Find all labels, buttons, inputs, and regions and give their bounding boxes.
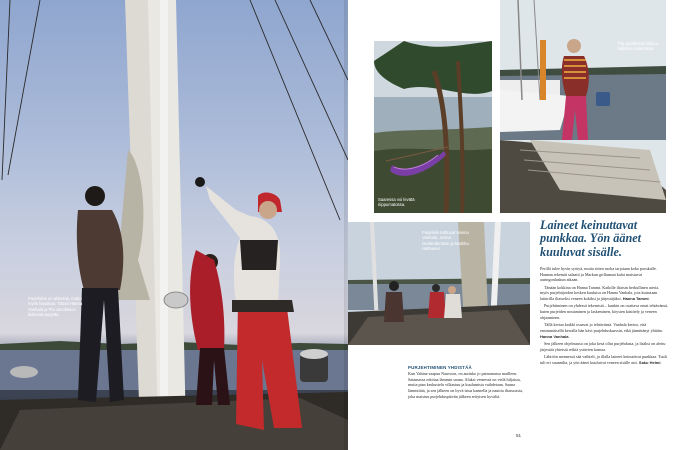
paragraph-text: Tänään kokkina on Hanna Tammi. Kaikille iltaisin herkullinen ateria, myös purjehtijoiden kesken kuuluisa on Hanna Vanhala, jota kutsutaan laiturilla iltaiseksi veneen kokiksi ja järjestäjäksi. [540, 284, 660, 302]
name-bold: Hanna Tammi [622, 296, 649, 302]
body-paragraph: Tänään kokkina on Hanna Tammi. Kaikille iltaisin herkullinen ateria, myös purjehtijoiden kesken kuuluisa on Hanna Vanhala, jota kutsutaan laiturilla iltaiseksi veneen kokiksi ja järjestäjäksi. Hanna Tammi. [540, 284, 660, 302]
hammock-caption: Saaressa voi levätä riippumatossa. [378, 197, 415, 208]
body-text-right [540, 266, 668, 367]
left-photo-caption: Purjehdus on ahkeraa, mutta myös hauskaa. Tässä Hanna Vanhala ja Pia Jacobsson laskevat purjetta. [28, 296, 83, 318]
deck-caption: Purjeisiin tarttuvat Hanna Vanhala, Jenna Gerlandersson ja Markku Halttunen. [422, 230, 469, 252]
paragraph-text: Tällä kertaa kaikki osaavat jo tehtävänsä. Vanhala kertoo, että ensimmäisellä kerralla hän kävi purjehduskurssin, eikä jännittänyt yhtään. [540, 322, 663, 333]
article-headline: Laineet keinuttavat punkkaa. Yön äänet kuuluvat sisälle. [540, 218, 642, 259]
body-paragraph: Perillä tulee hyvin syötyä, mutta sitten ruoka tarjotaan koko porukalle. Hannan tekemät salaatit ja Markun grillaamat kalat maistuvat auringonlaskun aikaan. [540, 266, 657, 283]
photo-hammock [374, 41, 492, 213]
body-paragraph: Kun Vahine saapuu Nauvoon, on aurinko jo painumassa mailleen. Satamassa odottaa lämmin sauna. Aluksi veneessä on vielä hiljaista, mutta pian keskustelu vilkastuu ja kuulumisia vaihdetaan. Sauna lämmittää, ja sen jälkeen on hyvä istua kannella ja nauttia iltaruoasta, joka maistuu purjehduspäivän jälkeen erityisen hyvältä. [408, 371, 523, 399]
photo-dock [500, 0, 666, 213]
name-bold: Hanna Vanhala [540, 333, 569, 339]
name-bold: Saku Helmi [638, 359, 661, 365]
paragraph-text: Lähtöön mennessä sää vaihteli, ja illalla laineet keinuttivat punkkaa. Tuuli tuli eri suunnilta, ja yön äänet kuuluivat veneen sisälle asti. [540, 353, 667, 365]
right-page [348, 0, 696, 450]
hammock-scene-illustration [374, 41, 492, 213]
dock-caption: Pia Jacobsson liikkuu kaikkien satamissa. [618, 41, 659, 52]
section-subhead: PURJEHTIMINEN YHDISTÄÄ [408, 365, 472, 370]
body-paragraph: Sen jälkeen ohjelmassa on joka kesä ollut purjehdusta, ja lisäksi on alettu järjestää yhteisiä retkiä ystävien kanssa. [540, 340, 666, 352]
page-number: 51 [516, 433, 522, 438]
body-paragraph: Tällä kertaa kaikki osaavat jo tehtävänsä. Vanhala kertoo, että ensimmäisellä kerralla hän kävi purjehduskurssin, eikä jännittänyt yhtään. Hanna Vanhala. [540, 322, 663, 339]
body-paragraph: Purjehtiminen on yhdessä tekemistä – kunkin on osattava omat tehtävänsä, kuten purjeiden nostaminen ja laskeminen, köysien käsittely ja veneen ohjaaminen. [540, 303, 668, 320]
body-text-left [408, 371, 526, 400]
dock-scene-illustration [500, 0, 666, 213]
photo-deck [348, 222, 530, 345]
body-paragraph: Lähtöön mennessä sää vaihteli, ja illalla laineet keinuttivat punkkaa. Tuuli tuli eri suunnilta, ja yön äänet kuuluivat veneen sisälle asti. Saku Helmi. [540, 353, 667, 365]
